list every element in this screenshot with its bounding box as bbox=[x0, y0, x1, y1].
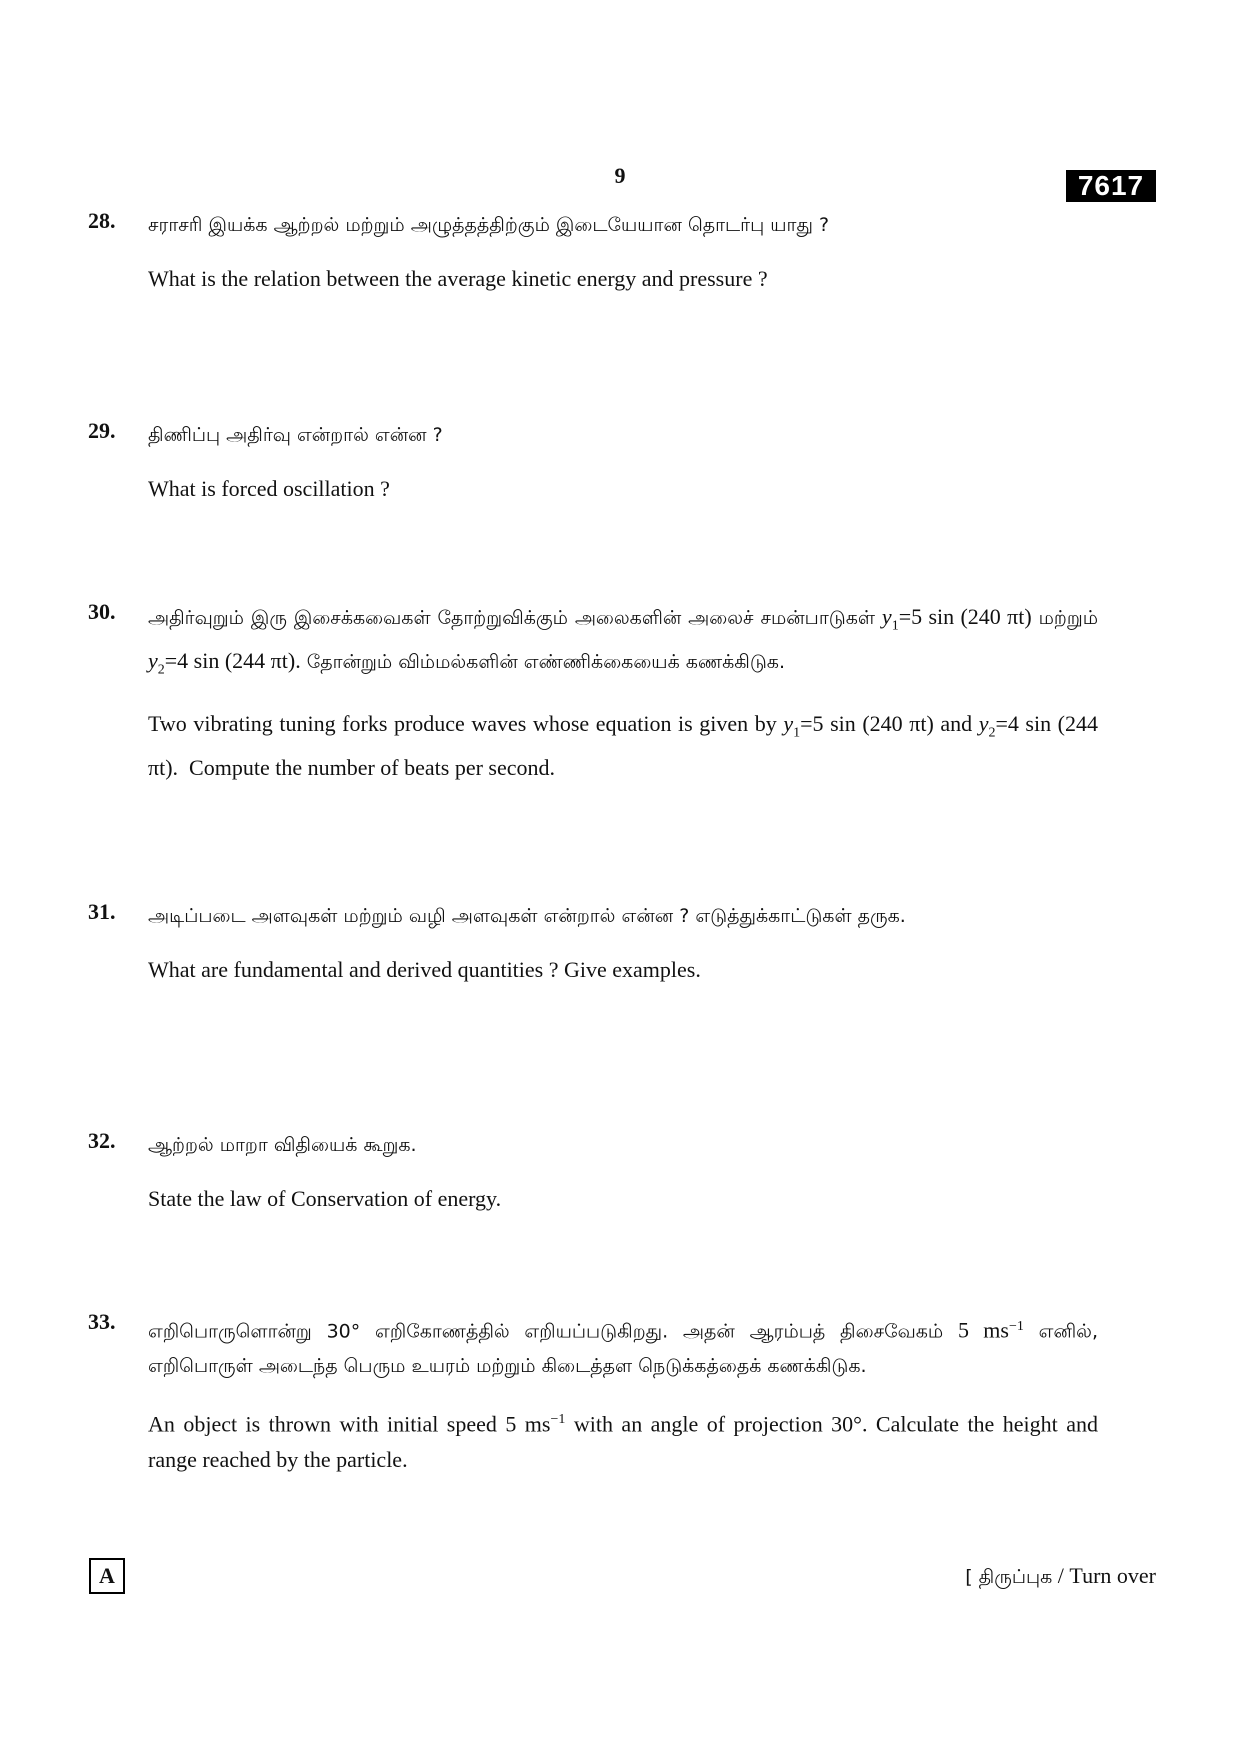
question-text-tamil: அடிப்படை அளவுகள் மற்றும் வழி அளவுகள் என்றால் என்ன ? எடுத்துக்காட்டுகள் தருக. bbox=[148, 905, 906, 927]
page-number: 9 bbox=[614, 163, 626, 188]
series-box: A bbox=[89, 1558, 125, 1594]
english-text: Compute the number of beats per second. bbox=[189, 755, 556, 781]
english-text: with an angle of projection 30°. Calculate the height and range reached by the particle. bbox=[148, 1411, 1098, 1472]
variable-y: y bbox=[783, 710, 794, 736]
question-number: 29. bbox=[88, 418, 116, 443]
subscript: 1 bbox=[793, 725, 801, 741]
question-paper-code: 7617 bbox=[1066, 170, 1156, 202]
english-text: An object is thrown with initial speed 5 ms bbox=[148, 1411, 551, 1437]
equation: =5 sin (240 πt) bbox=[898, 604, 1032, 629]
tamil-text: அதிர்வுறும் இரு இசைக்கவைகள் தோற்றுவிக்கும் அலைகளின் அலைச் சமன்பாடுகள் bbox=[148, 607, 876, 629]
question-text-english bbox=[148, 706, 1098, 785]
question-number: 30. bbox=[88, 599, 116, 624]
english-text: Two vibrating tuning forks produce waves whose equation is given by bbox=[148, 710, 777, 736]
question-number: 32. bbox=[88, 1128, 116, 1153]
variable-y: y bbox=[978, 710, 989, 736]
turn-over-tamil: [ திருப்புக bbox=[965, 1566, 1053, 1588]
speed-unit: 5 ms bbox=[958, 1317, 1009, 1343]
question-number: 31. bbox=[88, 899, 116, 924]
question-text-english: State the law of Conservation of energy. bbox=[148, 1186, 502, 1211]
question-text-tamil: ஆற்றல் மாறா விதியைக் கூறுக. bbox=[148, 1134, 417, 1156]
question-text-english: What is forced oscillation ? bbox=[148, 476, 390, 501]
question-text-english: What are fundamental and derived quantities ? Give examples. bbox=[148, 957, 701, 982]
question-text-english bbox=[148, 1402, 1098, 1476]
tamil-text: தோன்றும் விம்மல்களின் எண்ணிக்கையைக் கணக்கிடுக. bbox=[306, 651, 785, 674]
subscript: 2 bbox=[157, 662, 165, 678]
tamil-text: மற்றும் bbox=[1038, 607, 1099, 629]
turn-over-note bbox=[965, 1563, 1156, 1591]
subscript: 2 bbox=[988, 725, 996, 741]
superscript: −1 bbox=[550, 1412, 566, 1428]
subscript: 1 bbox=[891, 618, 899, 634]
question-text-tamil bbox=[148, 599, 1098, 688]
variable-y: y bbox=[881, 604, 892, 629]
superscript: −1 bbox=[1008, 1319, 1024, 1334]
question-text-tamil bbox=[148, 1309, 1098, 1384]
tamil-text: எறிபொருளொன்று 30° எறிகோணத்தில் எறியப்படுகிறது. அதன் ஆரம்பத் திசைவேகம் bbox=[148, 1320, 944, 1343]
equation: =5 sin (240 πt) and bbox=[800, 710, 973, 736]
question-text-tamil: சராசரி இயக்க ஆற்றல் மற்றும் அழுத்தத்திற்கும் இடையேயான தொடர்பு யாது ? bbox=[148, 214, 830, 236]
question-text-english: What is the relation between the average kinetic energy and pressure ? bbox=[148, 266, 768, 291]
tamil-text: எனில், எறிபொருள் அடைந்த பெரும உயரம் மற்றும் கிடைத்தள நெடுக்கத்தைக் கணக்கிடுக. bbox=[148, 1320, 1098, 1378]
turn-over-english: / Turn over bbox=[1057, 1563, 1156, 1588]
equation: =4 sin (244 πt). bbox=[164, 648, 301, 674]
equation: =4 sin (244 πt). bbox=[148, 710, 1099, 781]
question-text-tamil: திணிப்பு அதிர்வு என்றால் என்ன ? bbox=[148, 424, 443, 446]
question-number: 33. bbox=[88, 1309, 116, 1334]
variable-y: y bbox=[148, 648, 158, 674]
question-number: 28. bbox=[88, 208, 116, 233]
